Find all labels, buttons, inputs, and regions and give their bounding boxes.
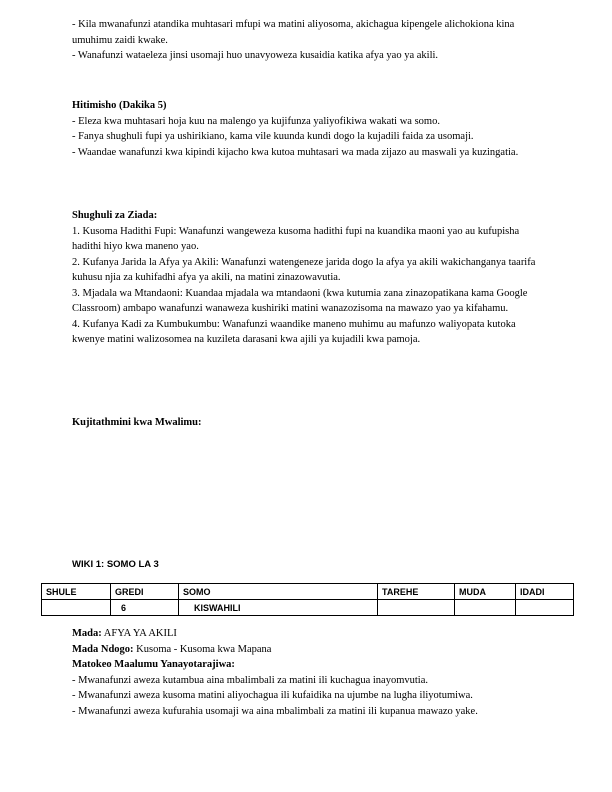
list-item: 3. Mjadala wa Mtandaoni: Kuandaa mjadala wa mtandaoni (kwa kutumia zana zinazopatikana kama Google Classroom) ambapo wanafunzi wanaweza kushiriki matini wanazozisoma na mawazo yao ya kifahamu. xyxy=(72,287,528,314)
lesson-details xyxy=(72,626,542,719)
mada-label: Mada: xyxy=(72,628,102,639)
section-heading: Shughuli za Ziada: xyxy=(72,210,158,221)
header-shule: SHULE xyxy=(42,584,111,600)
hitimisho-section xyxy=(72,98,542,160)
mada-value: AFYA YA AKILI xyxy=(101,628,177,639)
list-item: 4. Kufanya Kadi za Kumbukumbu: Wanafunzi waandike maneno muhimu au mafunzo waliyopata kutoka kwenye matini walizosomea na kuzileta darasani kwa ajili ya kujadili kwa pamoja. xyxy=(72,318,516,345)
header-tarehe: TAREHE xyxy=(378,584,455,600)
section-heading: Hitimisho (Dakika 5) xyxy=(72,100,167,111)
kujitathmini-heading: Kujitathmini kwa Mwalimu: xyxy=(72,417,202,428)
mada-ndogo-label: Mada Ndogo: xyxy=(72,643,134,655)
mada-line xyxy=(72,626,542,642)
list-item: - Mwanafunzi aweza kusoma matini aliyochagua ili kufaidika na ujumbe na lugha iliyotumiwa. xyxy=(72,690,473,701)
text-line: - Waandae wanafunzi kwa kipindi kijacho kwa kutoa muhtasari wa mada zijazo au maswali ya kuzingatia. xyxy=(72,146,519,158)
lesson-info-table xyxy=(41,583,574,616)
text-line: - Fanya shughuli fupi ya ushirikiano, kama vile kuunda kundi dogo la kujadili faida za usomaji. xyxy=(72,131,474,142)
mada-ndogo-line xyxy=(72,642,542,658)
intro-lines xyxy=(72,17,542,64)
week-title: WIKI 1: SOMO LA 3 xyxy=(72,559,159,570)
cell-tarehe xyxy=(378,600,455,616)
list-item: - Mwanafunzi aweza kufurahia usomaji wa aina mbalimbali za matini ili kupanua mawazo yake. xyxy=(72,705,478,717)
header-idadi: IDADI xyxy=(516,584,574,600)
cell-somo: KISWAHILI xyxy=(179,600,378,616)
header-muda: MUDA xyxy=(455,584,516,600)
header-gredi: GREDI xyxy=(111,584,179,600)
matokeo-heading: Matokeo Maalumu Yanayotarajiwa: xyxy=(72,659,235,670)
table-row xyxy=(42,600,574,616)
cell-shule xyxy=(42,600,111,616)
mada-ndogo-value: Kusoma - Kusoma kwa Mapana xyxy=(133,643,272,655)
cell-gredi: 6 xyxy=(111,600,179,616)
shughuli-section xyxy=(72,208,542,348)
cell-muda xyxy=(455,600,516,616)
list-item: - Mwanafunzi aweza kutambua aina mbalimbali za matini ili kuchagua inayomvutia. xyxy=(72,674,429,686)
header-somo: SOMO xyxy=(179,584,378,600)
list-item: 2. Kufanya Jarida la Afya ya Akili: Wanafunzi watengeneze jarida dogo la afya ya akili wakichanganya taarifa kuhusu njia za kuhifadhi afya ya akili, na matini zinazowavutia. xyxy=(72,256,536,283)
text-line: - Kila mwanafunzi atandika muhtasari mfupi wa matini aliyosoma, akichagua kipengele alichokiona kina umuhimu zaidi kwake. xyxy=(72,19,515,46)
list-item: 1. Kusoma Hadithi Fupi: Wanafunzi wangeweza kusoma hadithi fupi na kuandika maoni yao au kufupisha hadithi hiyo kwa maneno yao. xyxy=(72,225,520,252)
text-line: - Eleza kwa muhtasari hoja kuu na malengo ya kujifunza yaliyofikiwa wakati wa somo. xyxy=(72,115,440,127)
text-line: - Wanafunzi wataeleza jinsi usomaji huo unavyoweza kusaidia katika afya yao ya akili. xyxy=(72,50,439,61)
cell-idadi xyxy=(516,600,574,616)
table-header-row xyxy=(42,584,574,600)
